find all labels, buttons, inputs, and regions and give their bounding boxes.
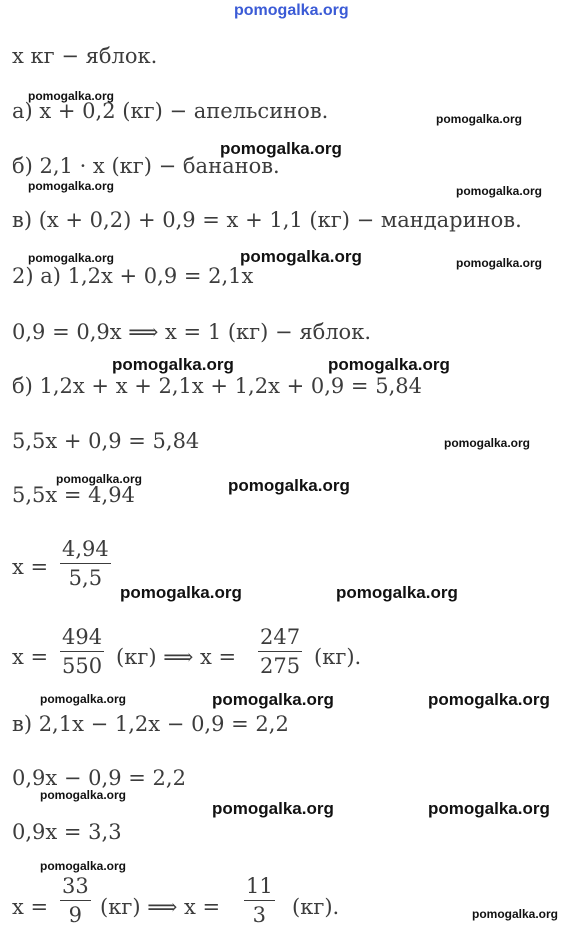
watermark: pomogalka.org — [112, 355, 234, 374]
fraction-bar — [258, 651, 302, 652]
watermark: pomogalka.org — [28, 179, 115, 193]
fraction-denominator: 9 — [68, 903, 83, 927]
watermark: pomogalka.org — [456, 184, 543, 198]
solution-line-14: 0,9x = 3,3 — [12, 820, 122, 844]
fraction-denominator: 5,5 — [68, 566, 103, 590]
watermark: pomogalka.org — [212, 799, 334, 818]
fraction-33-over-9 — [60, 873, 91, 928]
watermark: pomogalka.org — [328, 355, 450, 374]
fraction-bar — [244, 900, 275, 901]
solution-line-15-middle: (кг) ⟹ x = — [100, 895, 221, 919]
fraction-11-over-3 — [244, 873, 275, 928]
watermark: pomogalka.org — [428, 690, 550, 709]
watermark: pomogalka.org — [444, 436, 531, 450]
watermark: pomogalka.org — [40, 788, 127, 802]
solution-line-4: в) (x + 0,2) + 0,9 = x + 1,1 (кг) − мандаринов. — [12, 208, 522, 232]
fraction-4-94-over-5-5 — [60, 536, 111, 591]
fraction-numerator: 247 — [260, 625, 301, 649]
watermark: pomogalka.org — [220, 139, 342, 158]
fraction-denominator: 3 — [252, 903, 267, 927]
fraction-bar — [60, 900, 91, 901]
solution-line-9: 5,5x = 4,94 — [12, 483, 135, 507]
fraction-numerator: 494 — [62, 625, 103, 649]
fraction-247-over-275 — [258, 624, 302, 679]
watermark: pomogalka.org — [40, 692, 127, 706]
watermark-top: pomogalka.org — [234, 2, 349, 19]
fraction-bar — [60, 563, 111, 564]
solution-line-3: б) 2,1 · x (кг) − бананов. — [12, 154, 280, 178]
solution-line-2: а) x + 0,2 (кг) − апельсинов. — [12, 99, 329, 123]
watermark: pomogalka.org — [56, 472, 143, 486]
solution-line-6: 0,9 = 0,9x ⟹ x = 1 (кг) − яблок. — [12, 320, 371, 344]
solution-line-15-prefix: x = — [12, 895, 49, 919]
solution-line-12: в) 2,1x − 1,2x − 0,9 = 2,2 — [12, 712, 289, 736]
solution-line-8: 5,5x + 0,9 = 5,84 — [12, 429, 200, 453]
fraction-numerator: 4,94 — [62, 537, 109, 561]
solution-line-15-suffix: (кг). — [292, 895, 340, 919]
fraction-denominator: 550 — [62, 654, 103, 678]
fraction-numerator: 33 — [62, 874, 89, 898]
solution-line-11-prefix: x = — [12, 645, 49, 669]
watermark: pomogalka.org — [40, 859, 127, 873]
watermark: pomogalka.org — [120, 583, 242, 602]
solution-line-10-prefix: x = — [12, 555, 49, 579]
watermark: pomogalka.org — [212, 690, 334, 709]
watermark: pomogalka.org — [240, 247, 362, 266]
watermark: pomogalka.org — [228, 476, 350, 495]
watermark: pomogalka.org — [28, 89, 115, 103]
fraction-494-over-550 — [60, 624, 104, 679]
solution-line-7: б) 1,2x + x + 2,1x + 1,2x + 0,9 = 5,84 — [12, 374, 422, 398]
watermark: pomogalka.org — [428, 799, 550, 818]
fraction-numerator: 11 — [246, 874, 273, 898]
watermark: pomogalka.org — [336, 583, 458, 602]
watermark: pomogalka.org — [456, 256, 543, 270]
solution-line-5: 2) а) 1,2x + 0,9 = 2,1x — [12, 264, 254, 288]
watermark: pomogalka.org — [28, 251, 115, 265]
solution-line-13: 0,9x − 0,9 = 2,2 — [12, 766, 186, 790]
solution-line-11-middle: (кг) ⟹ x = — [116, 645, 237, 669]
watermark: pomogalka.org — [436, 112, 523, 126]
fraction-bar — [60, 651, 104, 652]
watermark: pomogalka.org — [472, 907, 559, 921]
solution-line-1: x кг − яблок. — [12, 44, 158, 68]
fraction-denominator: 275 — [260, 654, 301, 678]
solution-line-11-suffix: (кг). — [314, 645, 362, 669]
